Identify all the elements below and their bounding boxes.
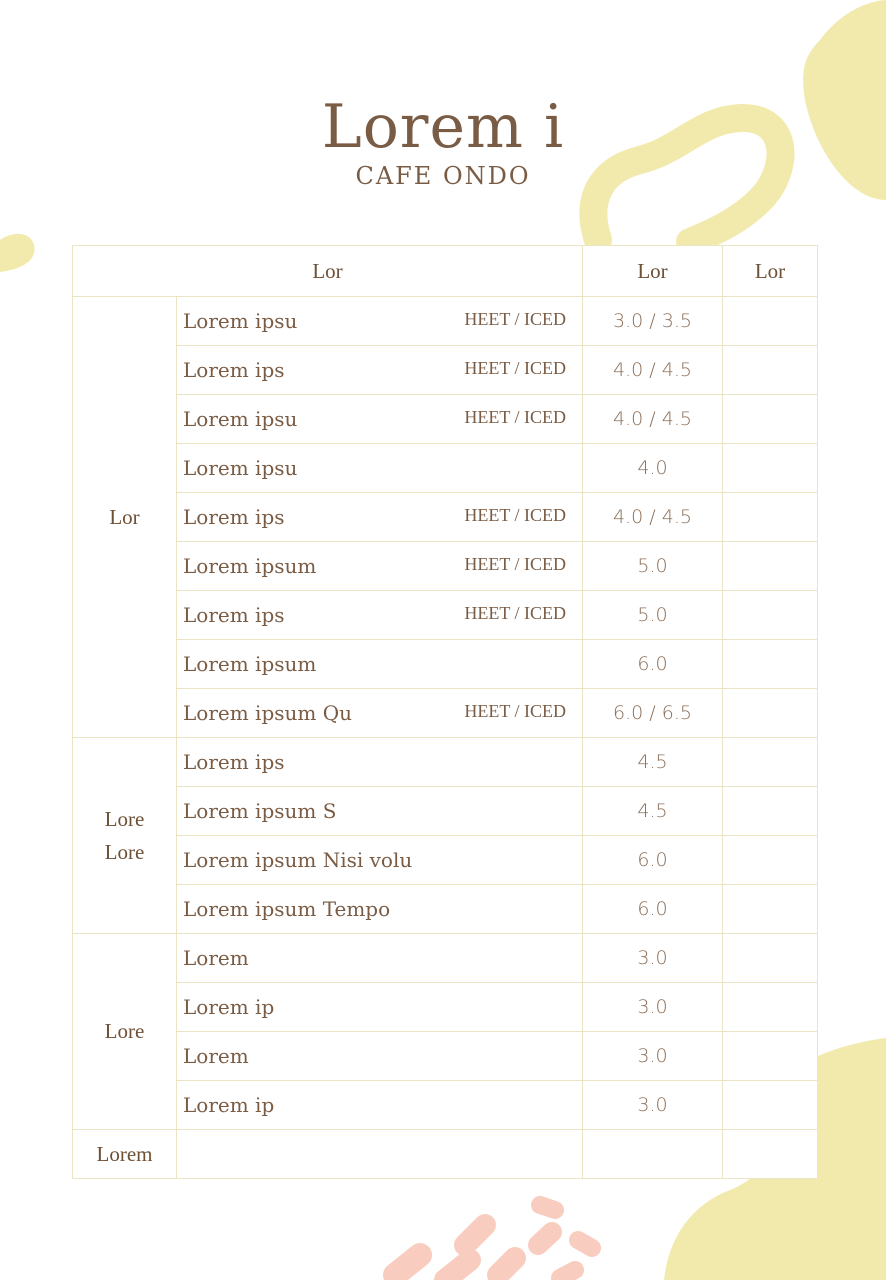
item-extra [723,591,818,640]
menu-row [73,934,818,983]
item-name: Lorem ipsum S [183,799,337,823]
item-option: HEET / ICED [464,701,567,721]
header-row [73,246,818,297]
item-cell [177,297,583,346]
menu-row [73,738,818,787]
item-name: Lorem ip [183,995,275,1019]
item-cell [177,787,583,836]
menu-row [73,1130,818,1179]
item-price: 4.0 / 4.5 [583,395,723,444]
item-price: 4.5 [583,787,723,836]
item-option: HEET / ICED [464,407,567,427]
menu-row [73,836,818,885]
menu-row [73,689,818,738]
menu-row [73,1081,818,1130]
item-extra [723,836,818,885]
item-price: 6.0 / 6.5 [583,689,723,738]
item-option: HEET / ICED [464,358,567,378]
item-extra [723,1032,818,1081]
menu-row [73,493,818,542]
yellow-blob-left [0,234,35,272]
item-name: Lorem [183,1044,249,1068]
item-price: 3.0 [583,983,723,1032]
item-name: Lorem ipsu [183,407,298,431]
item-extra [723,983,818,1032]
item-name: Lorem ips [183,603,285,627]
title-block [0,92,886,190]
item-extra [723,787,818,836]
item-name: Lorem ipsum [183,554,317,578]
menu-row [73,1032,818,1081]
item-price: 6.0 [583,885,723,934]
item-cell [177,983,583,1032]
item-option: HEET / ICED [464,309,567,329]
menu-row [73,885,818,934]
item-name: Lorem ipsu [183,309,298,333]
item-cell [177,493,583,542]
item-extra [723,542,818,591]
item-name: Lorem ip [183,1093,275,1117]
header-price: Lor [583,246,723,297]
menu-row [73,640,818,689]
item-name: Lorem ipsum Nisi volu [183,848,413,872]
item-extra [723,346,818,395]
menu-row [73,297,818,346]
item-cell [177,1081,583,1130]
item-name: Lorem ips [183,750,285,774]
item-option: HEET / ICED [464,603,567,623]
item-extra [723,689,818,738]
category-label: Lor [73,297,177,738]
item-cell [177,346,583,395]
item-name: Lorem [183,946,249,970]
item-extra [723,885,818,934]
item-option: HEET / ICED [464,554,567,574]
item-cell [177,640,583,689]
menu-row [73,787,818,836]
header-item: Lor [73,246,583,297]
item-extra [723,395,818,444]
item-price: 5.0 [583,591,723,640]
item-cell [177,444,583,493]
item-extra [723,493,818,542]
item-name: Lorem ips [183,358,285,382]
item-cell [177,738,583,787]
item-extra [723,297,818,346]
item-cell [177,836,583,885]
page-subtitle: CAFE ONDO [355,162,531,190]
category-label: Lore Lore [73,738,177,934]
category-label: Lorem [73,1130,177,1179]
item-extra [723,738,818,787]
menu-table [72,245,818,1179]
item-name: Lorem ipsum [183,652,317,676]
item-cell [177,395,583,444]
item-price: 4.5 [583,738,723,787]
menu-row [73,444,818,493]
item-price: 3.0 [583,1081,723,1130]
menu-row [73,346,818,395]
item-name: Lorem ipsum Qu [183,701,352,725]
item-price: 3.0 [583,1032,723,1081]
category-label: Lore [73,934,177,1130]
page-title: Lorem i [321,92,565,162]
item-price: 6.0 [583,640,723,689]
item-name: Lorem ips [183,505,285,529]
item-cell [177,1130,583,1179]
item-extra [723,1130,818,1179]
header-extra: Lor [723,246,818,297]
item-price: 5.0 [583,542,723,591]
menu-row [73,542,818,591]
item-extra [723,640,818,689]
item-cell [177,542,583,591]
item-price: 3.0 [583,934,723,983]
menu-row [73,591,818,640]
item-extra [723,934,818,983]
item-name: Lorem ipsu [183,456,298,480]
item-extra [723,444,818,493]
item-price: 4.0 / 4.5 [583,346,723,395]
item-name: Lorem ipsum Tempo [183,897,391,921]
item-price: 6.0 [583,836,723,885]
item-option: HEET / ICED [464,505,567,525]
item-cell [177,1032,583,1081]
menu-row [73,395,818,444]
item-price [583,1130,723,1179]
peach-strokes [395,1205,592,1280]
item-cell [177,591,583,640]
item-cell [177,934,583,983]
menu-row [73,983,818,1032]
item-cell [177,689,583,738]
item-price: 4.0 / 4.5 [583,493,723,542]
item-extra [723,1081,818,1130]
item-cell [177,885,583,934]
item-price: 3.0 / 3.5 [583,297,723,346]
item-price: 4.0 [583,444,723,493]
